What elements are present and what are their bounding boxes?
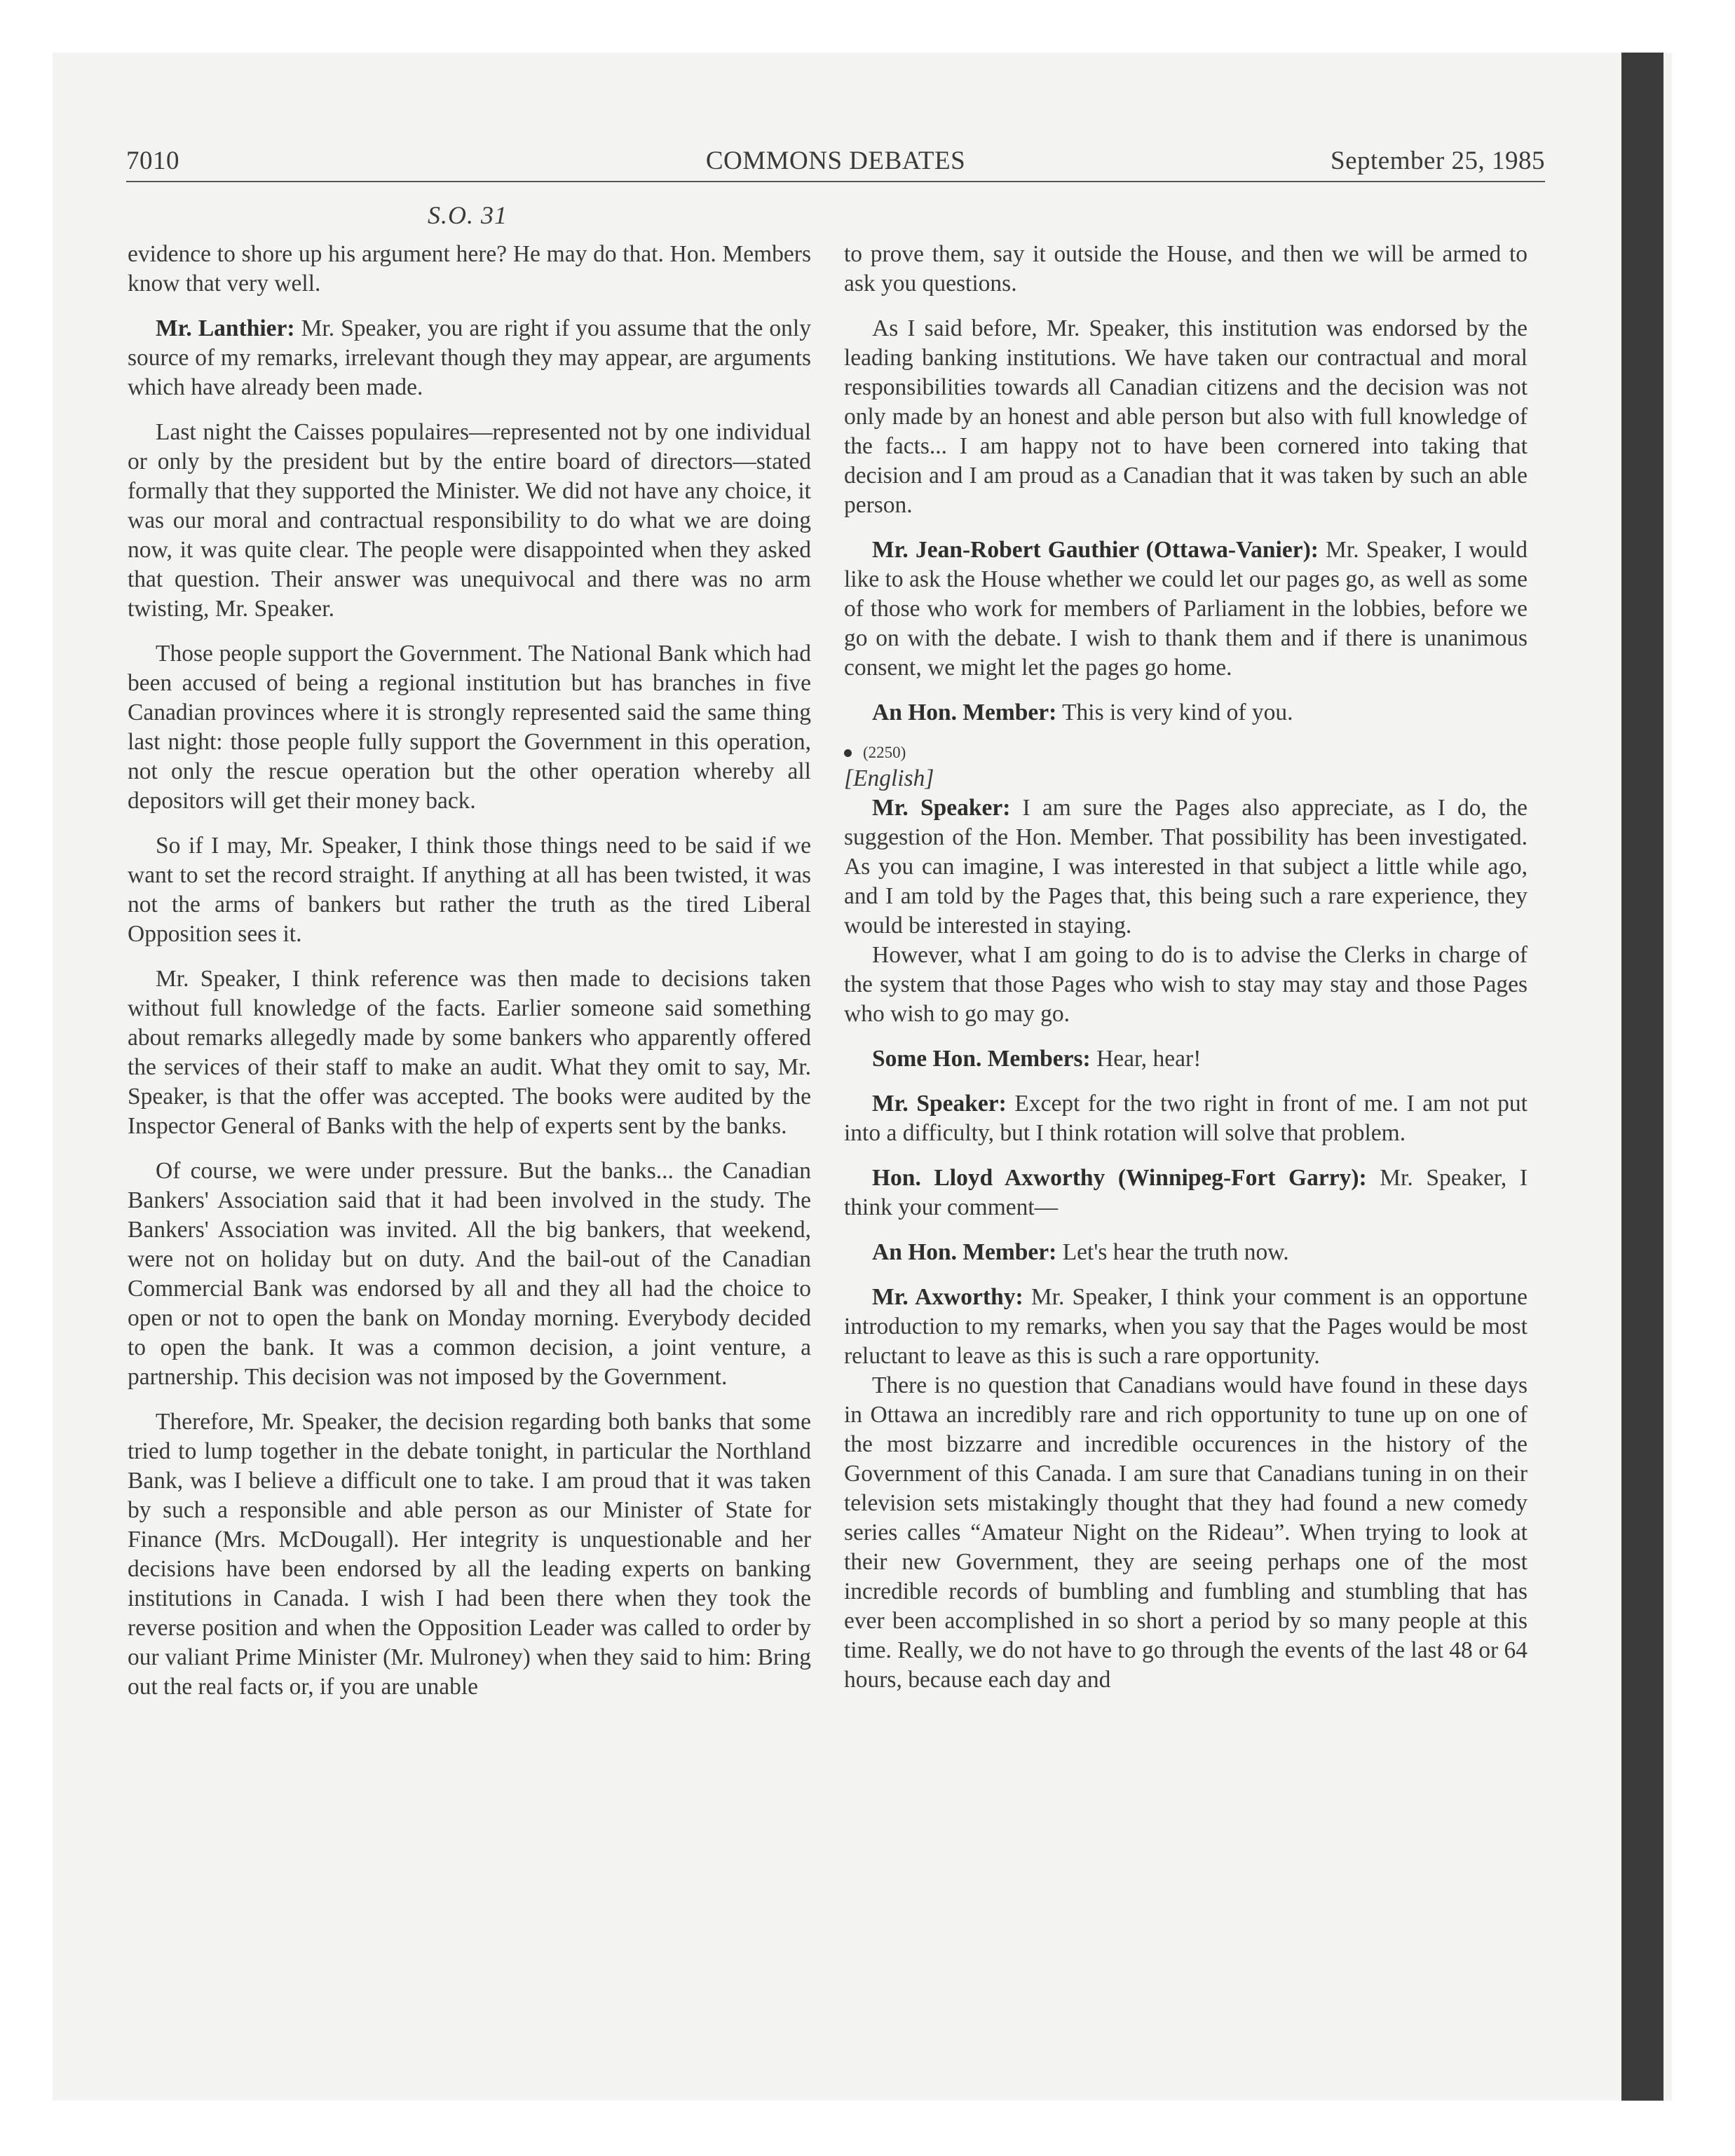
right-column — [844, 240, 1528, 1695]
paragraph: evidence to shore up his argument here? He may do that. Hon. Members know that very well. — [128, 241, 811, 296]
header-date: September 25, 1985 — [1331, 146, 1545, 175]
speech-paragraph — [844, 1164, 1528, 1222]
time-marker-text: (2250) — [863, 744, 906, 761]
speaker-name: Mr. Speaker: — [872, 1091, 1007, 1117]
speech-paragraph — [844, 793, 1528, 941]
standing-order-label: S.O. 31 — [428, 201, 508, 229]
speech-text: Except for the two right in front of me. I am not put into a difficulty, but I think rotation will solve that problem. — [844, 1091, 1528, 1146]
page-number: 7010 — [126, 146, 179, 175]
paragraph: Therefore, Mr. Speaker, the decision regarding both banks that some tried to lump together in the debate tonight, in particular the Northland Bank, was I believe a difficult one to take. I am proud that it was taken by such a responsible and able person as our Minister of State for Finance (Mrs. McDougall). Her integrity is unquestionable and her decisions have been endorsed by all the leading experts on banking institutions in Canada. I wish I had been there when they took the reverse position and when the Opposition Leader was called to order by our valiant Prime Minister (Mr. Mulroney) when they said to him: Bring out the real facts or, if you are unable — [128, 1409, 811, 1700]
speaker-name: An Hon. Member: — [872, 700, 1057, 725]
speech-text: Let's hear the truth now. — [1056, 1239, 1289, 1265]
paragraph: As I said before, Mr. Speaker, this institution was endorsed by the leading banking institutions. We have taken our contractual and moral responsibilities towards all Canadian citizens and the decision was not only made by an honest and able person but also with full knowledge of the facts... I am happy not to have been cornered into taking that decision and I am proud as a Canadian that it was taken by such an able person. — [844, 315, 1528, 518]
binding-edge — [1621, 53, 1663, 2101]
header-rule — [126, 181, 1545, 182]
paragraph: However, what I am going to do is to advise the Clerks in charge of the system that those Pages who wish to stay may stay and those Pages who wish to go may go. — [844, 942, 1528, 1027]
speech-text: I am sure the Pages also appreciate, as I do, the suggestion of the Hon. Member. That possibility has been investigated. As you can imagine, I was interested in that subject a little while ago, and I am told by the Pages that, this being such a rare experience, they would be interested in staying. — [844, 795, 1528, 939]
speech-text: Mr. Speaker, I would like to ask the House whether we could let our pages go, as well as some of those who work for members of Parliament in the lobbies, before we go on with the debate. I wish to thank them and if there is unanimous consent, we might let the pages go home. — [844, 537, 1528, 681]
paragraph: There is no question that Canadians would have found in these days in Ottawa an incredibly rare and rich opportunity to tune up on one of the most bizzarre and incredible occurences in the history of the Government of this Canada. I am sure that Canadians tuning in on their television sets mistakingly thought that they had found a new comedy series calles “Amateur Night on the Rideau”. When trying to look at their new Government, they are seeing perhaps one of the most incredible records of bumbling and fumbling and stumbling that has ever been accomplished in so short a period by so many people at this time. Really, we do not have to go through the events of the last 48 or 64 hours, because each day and — [844, 1372, 1528, 1693]
paragraph: Of course, we were under pressure. But the banks... the Canadian Bankers' Association said that it had been involved in the study. The Bankers' Association was invited. All the big bankers, that weekend, were not on holiday but on duty. And the bail-out of the Canadian Commercial Bank was endorsed by all and they all had the choice to open or not to open the bank on Monday morning. Everybody decided to open the bank. It was a common decision, a joint venture, a partnership. This decision was not imposed by the Government. — [128, 1158, 811, 1390]
speech-paragraph — [844, 1238, 1528, 1267]
paragraph: to prove them, say it outside the House, and then we will be armed to ask you questions. — [844, 241, 1528, 296]
speech-paragraph — [844, 1044, 1528, 1074]
paragraph: Last night the Caisses populaires—represented not by one individual or only by the president but by the entire board of directors—stated formally that they supported the Minister. We did not have any choice, it was our moral and contractual responsibility to do what we are doing now, it was quite clear. The people were disappointed when they asked that question. Their answer was unequivocal and there was no arm twisting, Mr. Speaker. — [128, 419, 811, 622]
paragraph: Those people support the Government. The National Bank which had been accused of being a regional institution but has branches in five Canadian provinces where it is strongly represented said the same thing last night: those people fully support the Government in this operation, not only the rescue operation but the other operation whereby all depositors will get their money back. — [128, 641, 811, 814]
speaker-name: Hon. Lloyd Axworthy (Winnipeg-Fort Garry): — [872, 1165, 1367, 1191]
speaker-name: An Hon. Member: — [872, 1239, 1057, 1265]
speech-text: Mr. Speaker, I think your comment— — [844, 1165, 1528, 1220]
speaker-name: Some Hon. Members: — [872, 1046, 1091, 1072]
speech-paragraph — [844, 698, 1528, 728]
speech-paragraph — [844, 1283, 1528, 1371]
speech-paragraph — [844, 1089, 1528, 1148]
speaker-name: Mr. Jean-Robert Gauthier (Ottawa-Vanier): — [872, 537, 1319, 563]
speech-text: Mr. Speaker, I think your comment is an opportune introduction to my remarks, when you say that the Pages would be most reluctant to leave as this is such a rare opportunity. — [844, 1284, 1528, 1369]
paragraph: Mr. Speaker, I think reference was then made to decisions taken without full knowledge of the facts. Earlier someone said something about remarks allegedly made by some bankers who apparently offered the services of their staff to make an audit. What they omit to say, Mr. Speaker, is that the offer was accepted. The books were audited by the Inspector General of Banks with the help of experts sent by the banks. — [128, 966, 811, 1139]
speech-text: Hear, hear! — [1090, 1046, 1202, 1072]
speech-paragraph — [844, 535, 1528, 683]
journal-title: COMMONS DEBATES — [705, 146, 966, 175]
bullet-icon — [844, 749, 852, 757]
language-tag: [English] — [844, 765, 934, 791]
speech-text: This is very kind of you. — [1056, 700, 1293, 725]
speaker-name: Mr. Speaker: — [872, 795, 1011, 821]
left-column — [128, 240, 811, 1702]
speaker-name: Mr. Axworthy: — [872, 1284, 1023, 1310]
time-marker — [844, 742, 1528, 764]
speech-text: Mr. Speaker, you are right if you assume that the only source of my remarks, irrelevant though they may appear, are arguments which have already been made. — [128, 315, 811, 400]
speaker-name: Mr. Lanthier: — [156, 315, 295, 341]
speech-paragraph — [128, 314, 811, 402]
paragraph: So if I may, Mr. Speaker, I think those things need to be said if we want to set the record straight. If anything at all has been twisted, it was not the arms of bankers but rather the truth as the tired Liberal Opposition sees it. — [128, 833, 811, 947]
